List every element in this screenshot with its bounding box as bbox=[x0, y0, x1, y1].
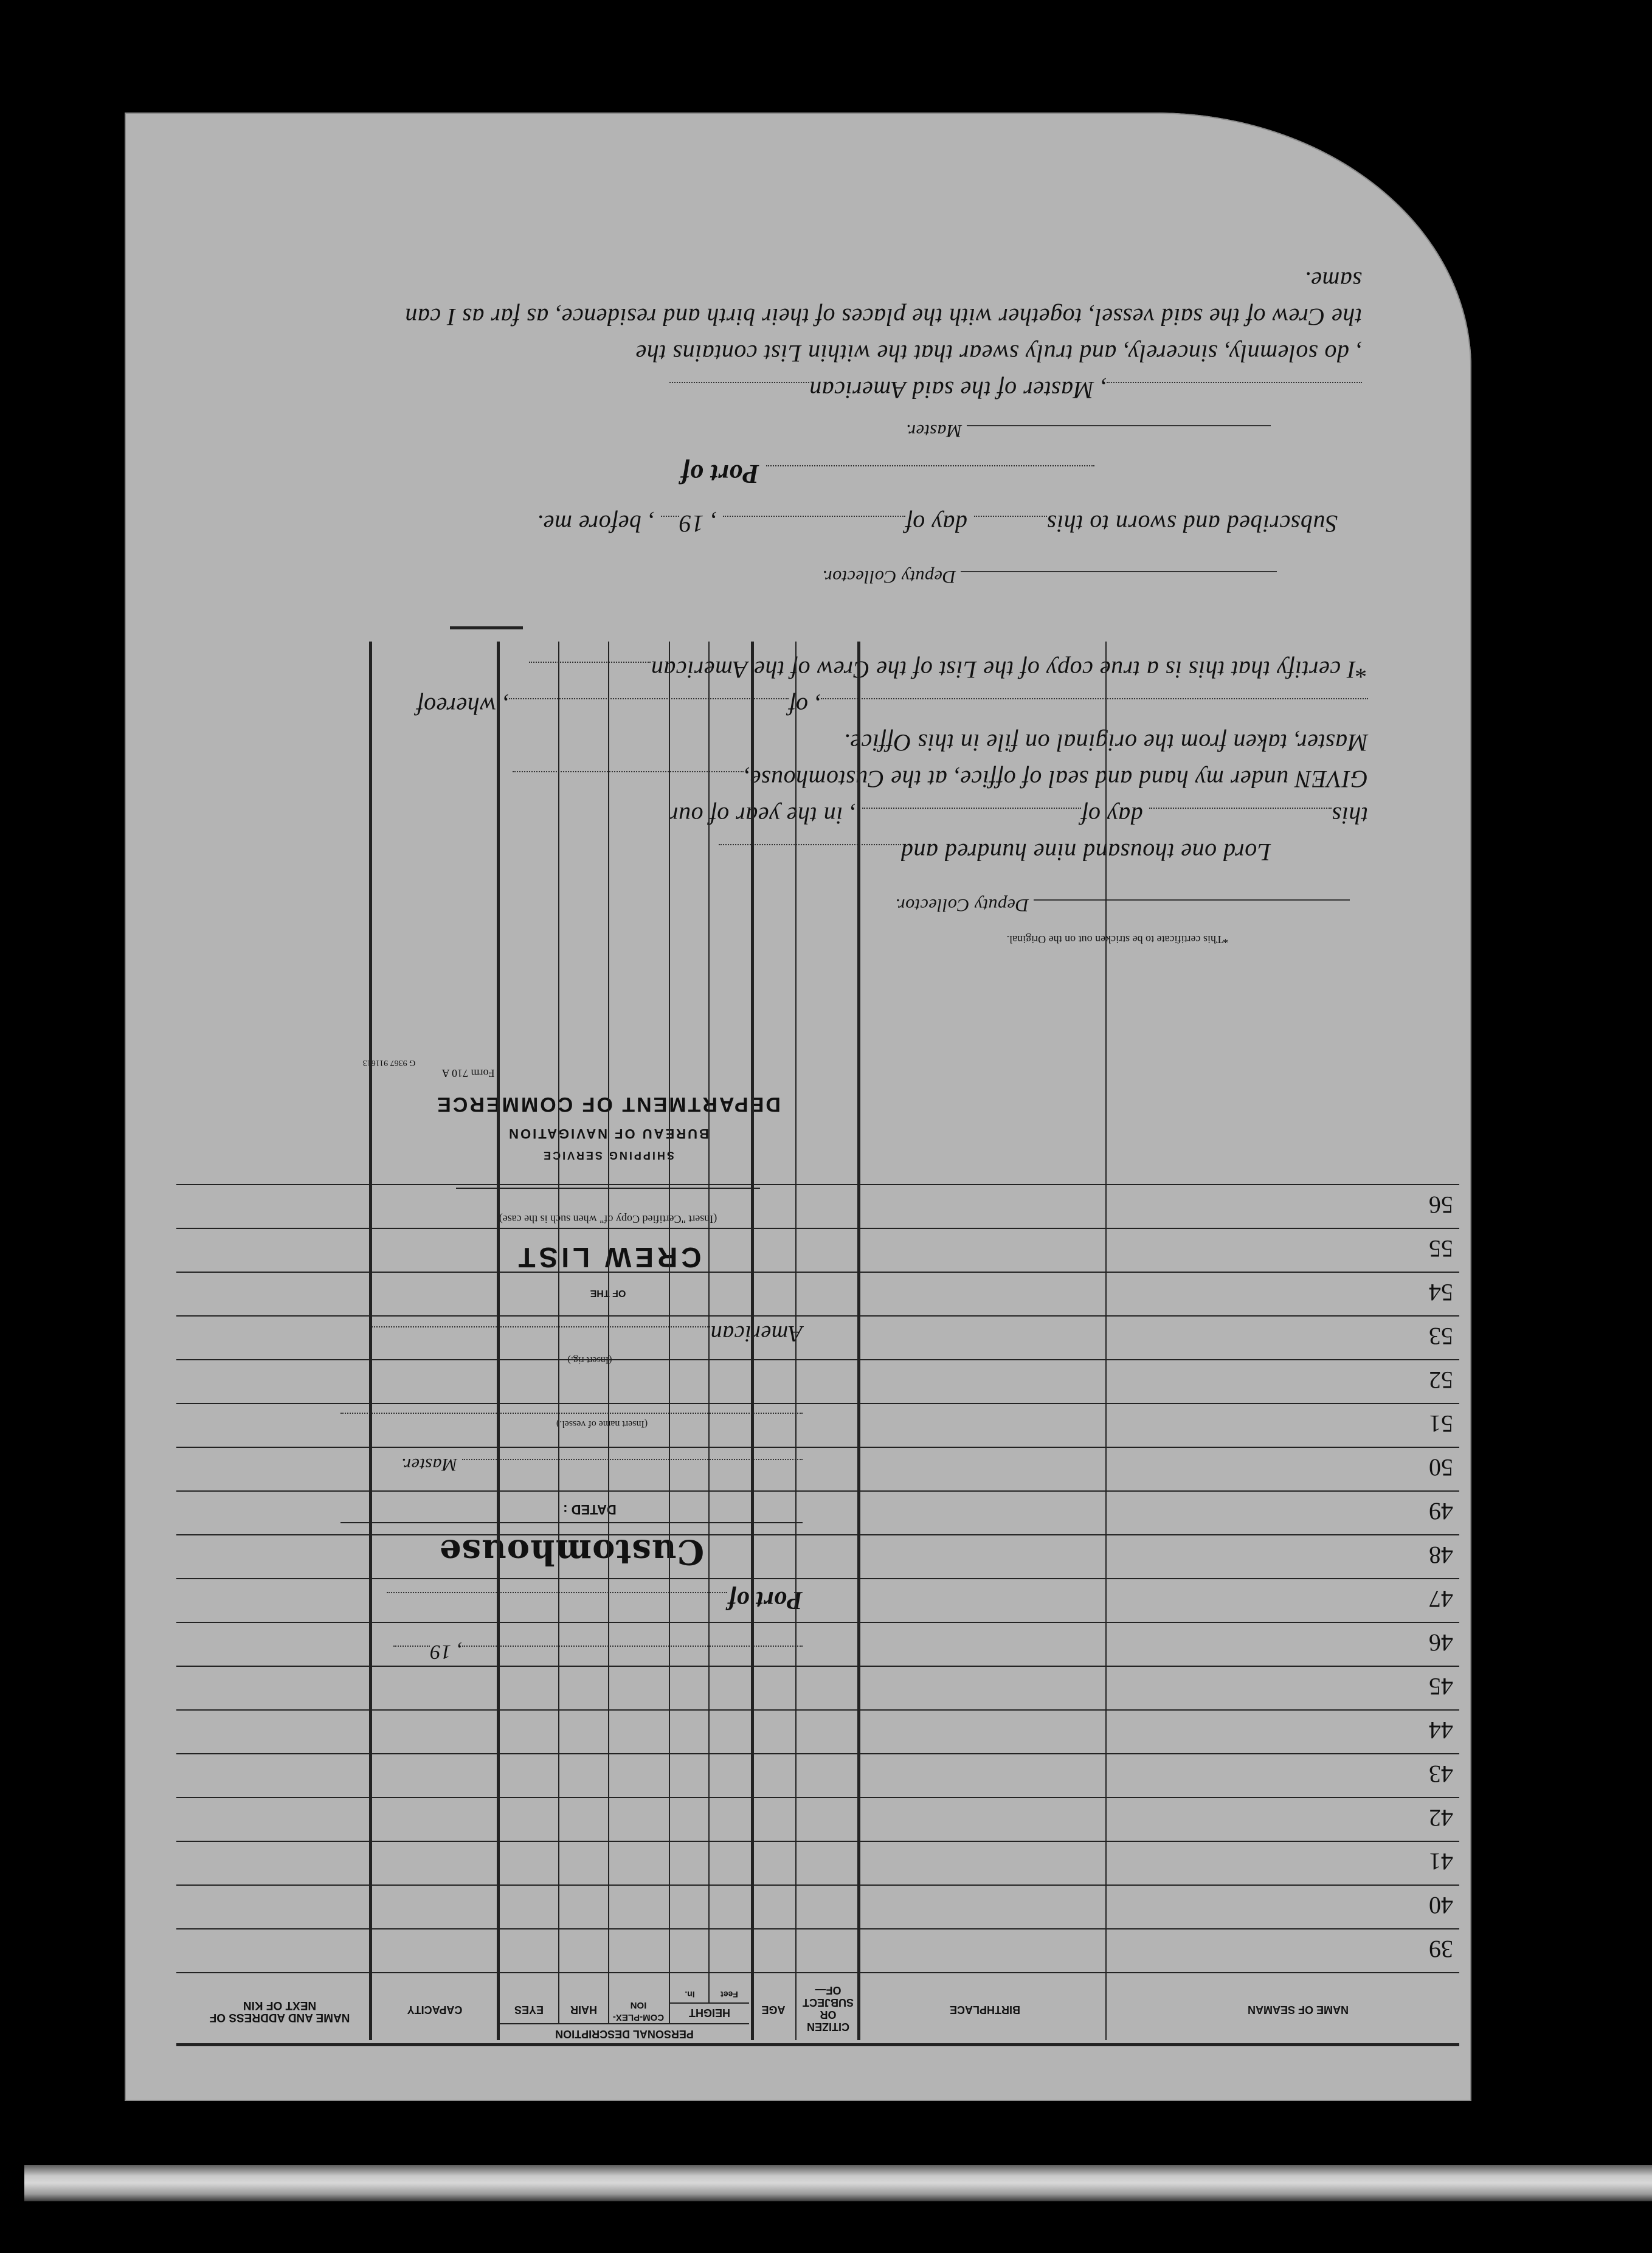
table-row-rule bbox=[176, 1884, 1459, 1886]
lord-line: Lord one thousand nine hundred and bbox=[719, 838, 1271, 867]
given-line: GIVEN under my hand and seal of office, at the Customhouse, bbox=[513, 765, 1368, 794]
hdr-height: HEIGHT bbox=[689, 2007, 731, 2019]
table-row-rule bbox=[176, 1403, 1459, 1404]
table-row-number: 54 bbox=[1429, 1279, 1453, 1306]
dated-rule bbox=[340, 1522, 803, 1523]
of-the-label: OF THE bbox=[590, 1288, 626, 1298]
col-line-name bbox=[1105, 642, 1107, 2040]
dated-label: DATED : bbox=[563, 1502, 617, 1517]
hdr-complexion: COM-PLEX-ION bbox=[612, 2000, 665, 2023]
table-row-rule bbox=[176, 1928, 1459, 1929]
form-number: Form 710 A bbox=[441, 1067, 495, 1079]
table-row-rule bbox=[176, 1534, 1459, 1535]
table-row-number: 41 bbox=[1429, 1848, 1453, 1875]
department-title: DEPARTMENT OF COMMERCE bbox=[435, 1093, 781, 1116]
oath-line-2: , do solemnly, sincerely, and truly swear that the within List contains the bbox=[635, 340, 1362, 367]
table-row-rule bbox=[176, 1359, 1459, 1360]
certify-line-1: *I certify that this is a true copy of the List of the Crew of the American bbox=[529, 656, 1368, 684]
certify-line-2: Master, taken from the original on file in this Office. bbox=[843, 729, 1368, 756]
table-row-rule bbox=[176, 1228, 1459, 1229]
table-top-rule bbox=[176, 2043, 1459, 2046]
col-line-eyes bbox=[497, 642, 500, 2040]
deputy-collector-2: Deputy Collector. bbox=[895, 895, 1350, 915]
oath-port-of: Port of bbox=[680, 459, 1094, 490]
oath-master-label: Master. bbox=[905, 420, 1271, 441]
strike-note: *This certificate to be stricken out on the Original. bbox=[1006, 933, 1228, 946]
col-line-hair bbox=[558, 642, 559, 2024]
oath-line-3: the Crew of the said vessel, together with the places of their birth and residence, as far as I can bbox=[404, 303, 1362, 331]
table-row-number: 44 bbox=[1429, 1717, 1453, 1744]
hdr-feet: Feet bbox=[721, 1990, 738, 1999]
hdr-personal-description: PERSONAL DESCRIPTION bbox=[555, 2028, 694, 2040]
table-row-rule bbox=[176, 1709, 1459, 1711]
insert-vessel-note: (Insert name of vessel.) bbox=[556, 1419, 648, 1429]
col-line-age bbox=[751, 642, 754, 2040]
customhouse-title: Customhouse bbox=[438, 1532, 705, 1572]
col-line-feet bbox=[708, 642, 710, 1973]
oath-deputy-collector: Deputy Collector. bbox=[822, 566, 1277, 587]
oath-line-4: same. bbox=[1304, 267, 1362, 294]
hdr-hair: HAIR bbox=[570, 2004, 597, 2016]
table-row-rule bbox=[176, 1841, 1459, 1842]
certified-note: (Insert "Certified Copy of" when such is the case) bbox=[499, 1213, 717, 1225]
hdr-eyes: EYES bbox=[514, 2004, 544, 2016]
hdr-inches: In. bbox=[685, 1990, 695, 1999]
table-row-number: 45 bbox=[1429, 1673, 1453, 1700]
col-line-complexion bbox=[608, 642, 609, 2024]
service-title: SHIPPING SERVICE bbox=[542, 1149, 674, 1161]
oath-separator bbox=[450, 626, 523, 629]
scan-edge-strip bbox=[24, 2165, 1652, 2201]
col-line-capacity bbox=[369, 642, 372, 2040]
personal-desc-rule bbox=[500, 2023, 749, 2024]
table-row-rule bbox=[176, 1578, 1459, 1579]
table-row-number: 52 bbox=[1429, 1366, 1453, 1394]
table-row-number: 55 bbox=[1429, 1235, 1453, 1262]
table-row-rule bbox=[176, 1797, 1459, 1798]
form-code: G 9367 911613 bbox=[362, 1058, 416, 1067]
this-day-line: this day of , in the year of our bbox=[668, 802, 1368, 829]
table-row-rule bbox=[176, 1666, 1459, 1667]
col-line-height bbox=[669, 642, 670, 2024]
table-row-number: 40 bbox=[1429, 1892, 1453, 1919]
crew-list-title: CREW LIST bbox=[514, 1242, 702, 1273]
table-row-rule bbox=[176, 1315, 1459, 1317]
hdr-name-of-seaman: NAME OF SEAMAN bbox=[1248, 2004, 1349, 2016]
insert-rig-note: (Insert rig.) bbox=[567, 1355, 612, 1365]
vessel-name-line bbox=[340, 1413, 803, 1414]
table-row-number: 46 bbox=[1429, 1629, 1453, 1656]
col-line-citizen bbox=[795, 642, 797, 2040]
rotated-form-content bbox=[125, 112, 1471, 2101]
bureau-title: BUREAU OF NAVIGATION bbox=[507, 1126, 709, 1141]
table-row-number: 50 bbox=[1429, 1454, 1453, 1481]
table-row-rule bbox=[176, 1184, 1459, 1185]
american-line: American bbox=[370, 1320, 803, 1347]
table-row-rule bbox=[176, 1753, 1459, 1754]
certify-of-whereof: , of, whereof bbox=[416, 692, 1368, 721]
table-row-number: 51 bbox=[1429, 1410, 1453, 1438]
table-row-rule bbox=[176, 1622, 1459, 1623]
oath-subscribed-line: Subscribed and sworn to this day of , 19 , before me. bbox=[536, 510, 1338, 538]
table-row-rule bbox=[176, 1490, 1459, 1492]
cover-year-line: , 19 bbox=[393, 1640, 803, 1663]
table-row-number: 39 bbox=[1429, 1936, 1453, 1963]
table-row-number: 53 bbox=[1429, 1323, 1453, 1350]
table-row-number: 42 bbox=[1429, 1804, 1453, 1832]
hdr-age: AGE bbox=[761, 2004, 786, 2016]
hdr-citizen: CITIZEN OR SUBJECT OF— bbox=[803, 1984, 854, 2033]
table-row-number: 49 bbox=[1429, 1498, 1453, 1525]
hdr-capacity: CAPACITY bbox=[407, 2004, 463, 2016]
cover-port-of: Port of bbox=[387, 1585, 803, 1614]
col-line-birthplace bbox=[857, 642, 860, 2040]
table-row-rule bbox=[176, 1272, 1459, 1273]
master-cover-line: Master. bbox=[401, 1454, 803, 1475]
table-row-number: 47 bbox=[1429, 1585, 1453, 1613]
hdr-next-of-kin: NAME AND ADDRESS OF NEXT OF KIN bbox=[209, 1999, 350, 2024]
table-row-number: 48 bbox=[1429, 1542, 1453, 1569]
table-row-number: 56 bbox=[1429, 1191, 1453, 1219]
table-row-number: 43 bbox=[1429, 1760, 1453, 1788]
feet-inch-divider bbox=[708, 1973, 710, 2004]
height-rule bbox=[670, 2002, 749, 2004]
table-row-rule bbox=[176, 1447, 1459, 1448]
oath-line-1: , Master of the said American bbox=[669, 376, 1362, 404]
hdr-birthplace: BIRTHPLACE bbox=[950, 2004, 1020, 2016]
